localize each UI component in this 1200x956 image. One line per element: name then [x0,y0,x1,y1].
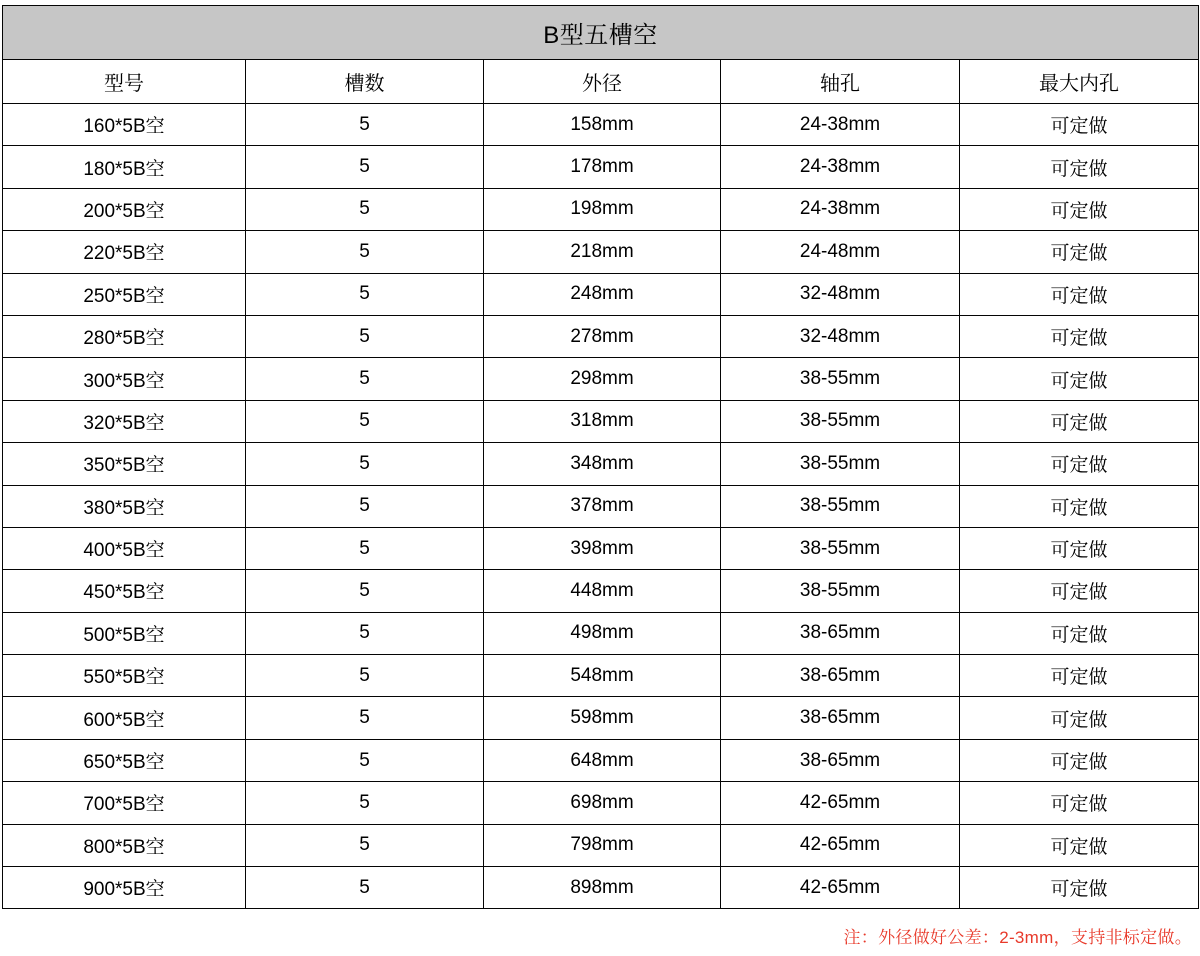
cell-shaft-hole: 38-65mm [721,612,960,654]
cell-max-bore: 可定做 [960,358,1199,400]
cell-shaft-hole: 32-48mm [721,315,960,357]
cell-model: 200*5B空 [3,188,246,230]
cell-shaft-hole: 24-38mm [721,188,960,230]
cell-outer-diameter: 598mm [484,697,721,739]
cell-outer-diameter: 398mm [484,527,721,569]
table-row [3,273,1199,315]
table-body [3,6,1199,909]
cell-model: 550*5B空 [3,655,246,697]
table-row [3,739,1199,781]
cell-outer-diameter: 648mm [484,739,721,781]
cell-outer-diameter: 198mm [484,188,721,230]
cell-outer-diameter: 278mm [484,315,721,357]
cell-groove-count: 5 [246,485,484,527]
cell-groove-count: 5 [246,315,484,357]
table-row [3,570,1199,612]
table-row [3,824,1199,866]
cell-groove-count: 5 [246,400,484,442]
cell-model: 380*5B空 [3,485,246,527]
cell-max-bore: 可定做 [960,612,1199,654]
cell-max-bore: 可定做 [960,739,1199,781]
table-title: B型五槽空 [3,6,1199,60]
cell-shaft-hole: 24-38mm [721,146,960,188]
cell-model: 250*5B空 [3,273,246,315]
table-title-row [3,6,1199,60]
cell-max-bore: 可定做 [960,697,1199,739]
table-row [3,315,1199,357]
cell-model: 450*5B空 [3,570,246,612]
cell-model: 300*5B空 [3,358,246,400]
cell-outer-diameter: 448mm [484,570,721,612]
cell-max-bore: 可定做 [960,527,1199,569]
spec-sheet-page [0,5,1200,956]
footnote-text: 注：外径做好公差：2-3mm，支持非标定做。 [843,928,1192,947]
cell-outer-diameter: 798mm [484,824,721,866]
cell-groove-count: 5 [246,358,484,400]
cell-outer-diameter: 698mm [484,782,721,824]
column-header-max-bore: 最大内孔 [960,60,1199,104]
cell-shaft-hole: 38-65mm [721,655,960,697]
cell-model: 350*5B空 [3,443,246,485]
table-row [3,231,1199,273]
cell-outer-diameter: 178mm [484,146,721,188]
cell-shaft-hole: 38-55mm [721,400,960,442]
cell-model: 280*5B空 [3,315,246,357]
cell-model: 320*5B空 [3,400,246,442]
cell-max-bore: 可定做 [960,485,1199,527]
cell-max-bore: 可定做 [960,867,1199,909]
cell-outer-diameter: 158mm [484,104,721,146]
cell-max-bore: 可定做 [960,443,1199,485]
cell-groove-count: 5 [246,443,484,485]
cell-outer-diameter: 248mm [484,273,721,315]
cell-model: 650*5B空 [3,739,246,781]
cell-max-bore: 可定做 [960,231,1199,273]
table-header-row [3,60,1199,104]
cell-shaft-hole: 32-48mm [721,273,960,315]
cell-shaft-hole: 38-55mm [721,570,960,612]
cell-outer-diameter: 498mm [484,612,721,654]
cell-shaft-hole: 38-55mm [721,358,960,400]
cell-groove-count: 5 [246,782,484,824]
cell-shaft-hole: 38-55mm [721,485,960,527]
cell-shaft-hole: 38-55mm [721,527,960,569]
table-row [3,612,1199,654]
table-row [3,527,1199,569]
column-header-model: 型号 [3,60,246,104]
cell-max-bore: 可定做 [960,655,1199,697]
cell-groove-count: 5 [246,570,484,612]
cell-model: 180*5B空 [3,146,246,188]
cell-model: 400*5B空 [3,527,246,569]
cell-outer-diameter: 348mm [484,443,721,485]
cell-shaft-hole: 38-65mm [721,697,960,739]
column-header-shaft-hole: 轴孔 [721,60,960,104]
cell-groove-count: 5 [246,824,484,866]
table-row [3,782,1199,824]
cell-max-bore: 可定做 [960,824,1199,866]
cell-shaft-hole: 24-48mm [721,231,960,273]
cell-model: 900*5B空 [3,867,246,909]
table-row [3,104,1199,146]
cell-shaft-hole: 42-65mm [721,782,960,824]
cell-max-bore: 可定做 [960,400,1199,442]
cell-groove-count: 5 [246,527,484,569]
cell-max-bore: 可定做 [960,188,1199,230]
cell-groove-count: 5 [246,188,484,230]
cell-shaft-hole: 42-65mm [721,824,960,866]
cell-model: 700*5B空 [3,782,246,824]
column-header-groove-count: 槽数 [246,60,484,104]
cell-outer-diameter: 218mm [484,231,721,273]
cell-outer-diameter: 548mm [484,655,721,697]
cell-outer-diameter: 378mm [484,485,721,527]
cell-groove-count: 5 [246,231,484,273]
cell-groove-count: 5 [246,273,484,315]
cell-outer-diameter: 298mm [484,358,721,400]
cell-model: 600*5B空 [3,697,246,739]
cell-groove-count: 5 [246,612,484,654]
column-header-outer-diameter: 外径 [484,60,721,104]
table-row [3,697,1199,739]
table-row [3,188,1199,230]
table-row [3,358,1199,400]
cell-max-bore: 可定做 [960,146,1199,188]
cell-model: 220*5B空 [3,231,246,273]
cell-groove-count: 5 [246,104,484,146]
cell-max-bore: 可定做 [960,104,1199,146]
cell-model: 800*5B空 [3,824,246,866]
cell-max-bore: 可定做 [960,315,1199,357]
cell-shaft-hole: 42-65mm [721,867,960,909]
table-row [3,400,1199,442]
cell-max-bore: 可定做 [960,273,1199,315]
table-row [3,443,1199,485]
cell-model: 160*5B空 [3,104,246,146]
cell-groove-count: 5 [246,146,484,188]
cell-groove-count: 5 [246,697,484,739]
cell-max-bore: 可定做 [960,782,1199,824]
table-row [3,485,1199,527]
cell-groove-count: 5 [246,655,484,697]
cell-groove-count: 5 [246,739,484,781]
cell-groove-count: 5 [246,867,484,909]
table-row [3,146,1199,188]
cell-model: 500*5B空 [3,612,246,654]
cell-shaft-hole: 38-65mm [721,739,960,781]
table-row [3,867,1199,909]
cell-outer-diameter: 318mm [484,400,721,442]
cell-shaft-hole: 38-55mm [721,443,960,485]
specification-table [2,5,1199,909]
table-row [3,655,1199,697]
cell-outer-diameter: 898mm [484,867,721,909]
cell-max-bore: 可定做 [960,570,1199,612]
cell-shaft-hole: 24-38mm [721,104,960,146]
